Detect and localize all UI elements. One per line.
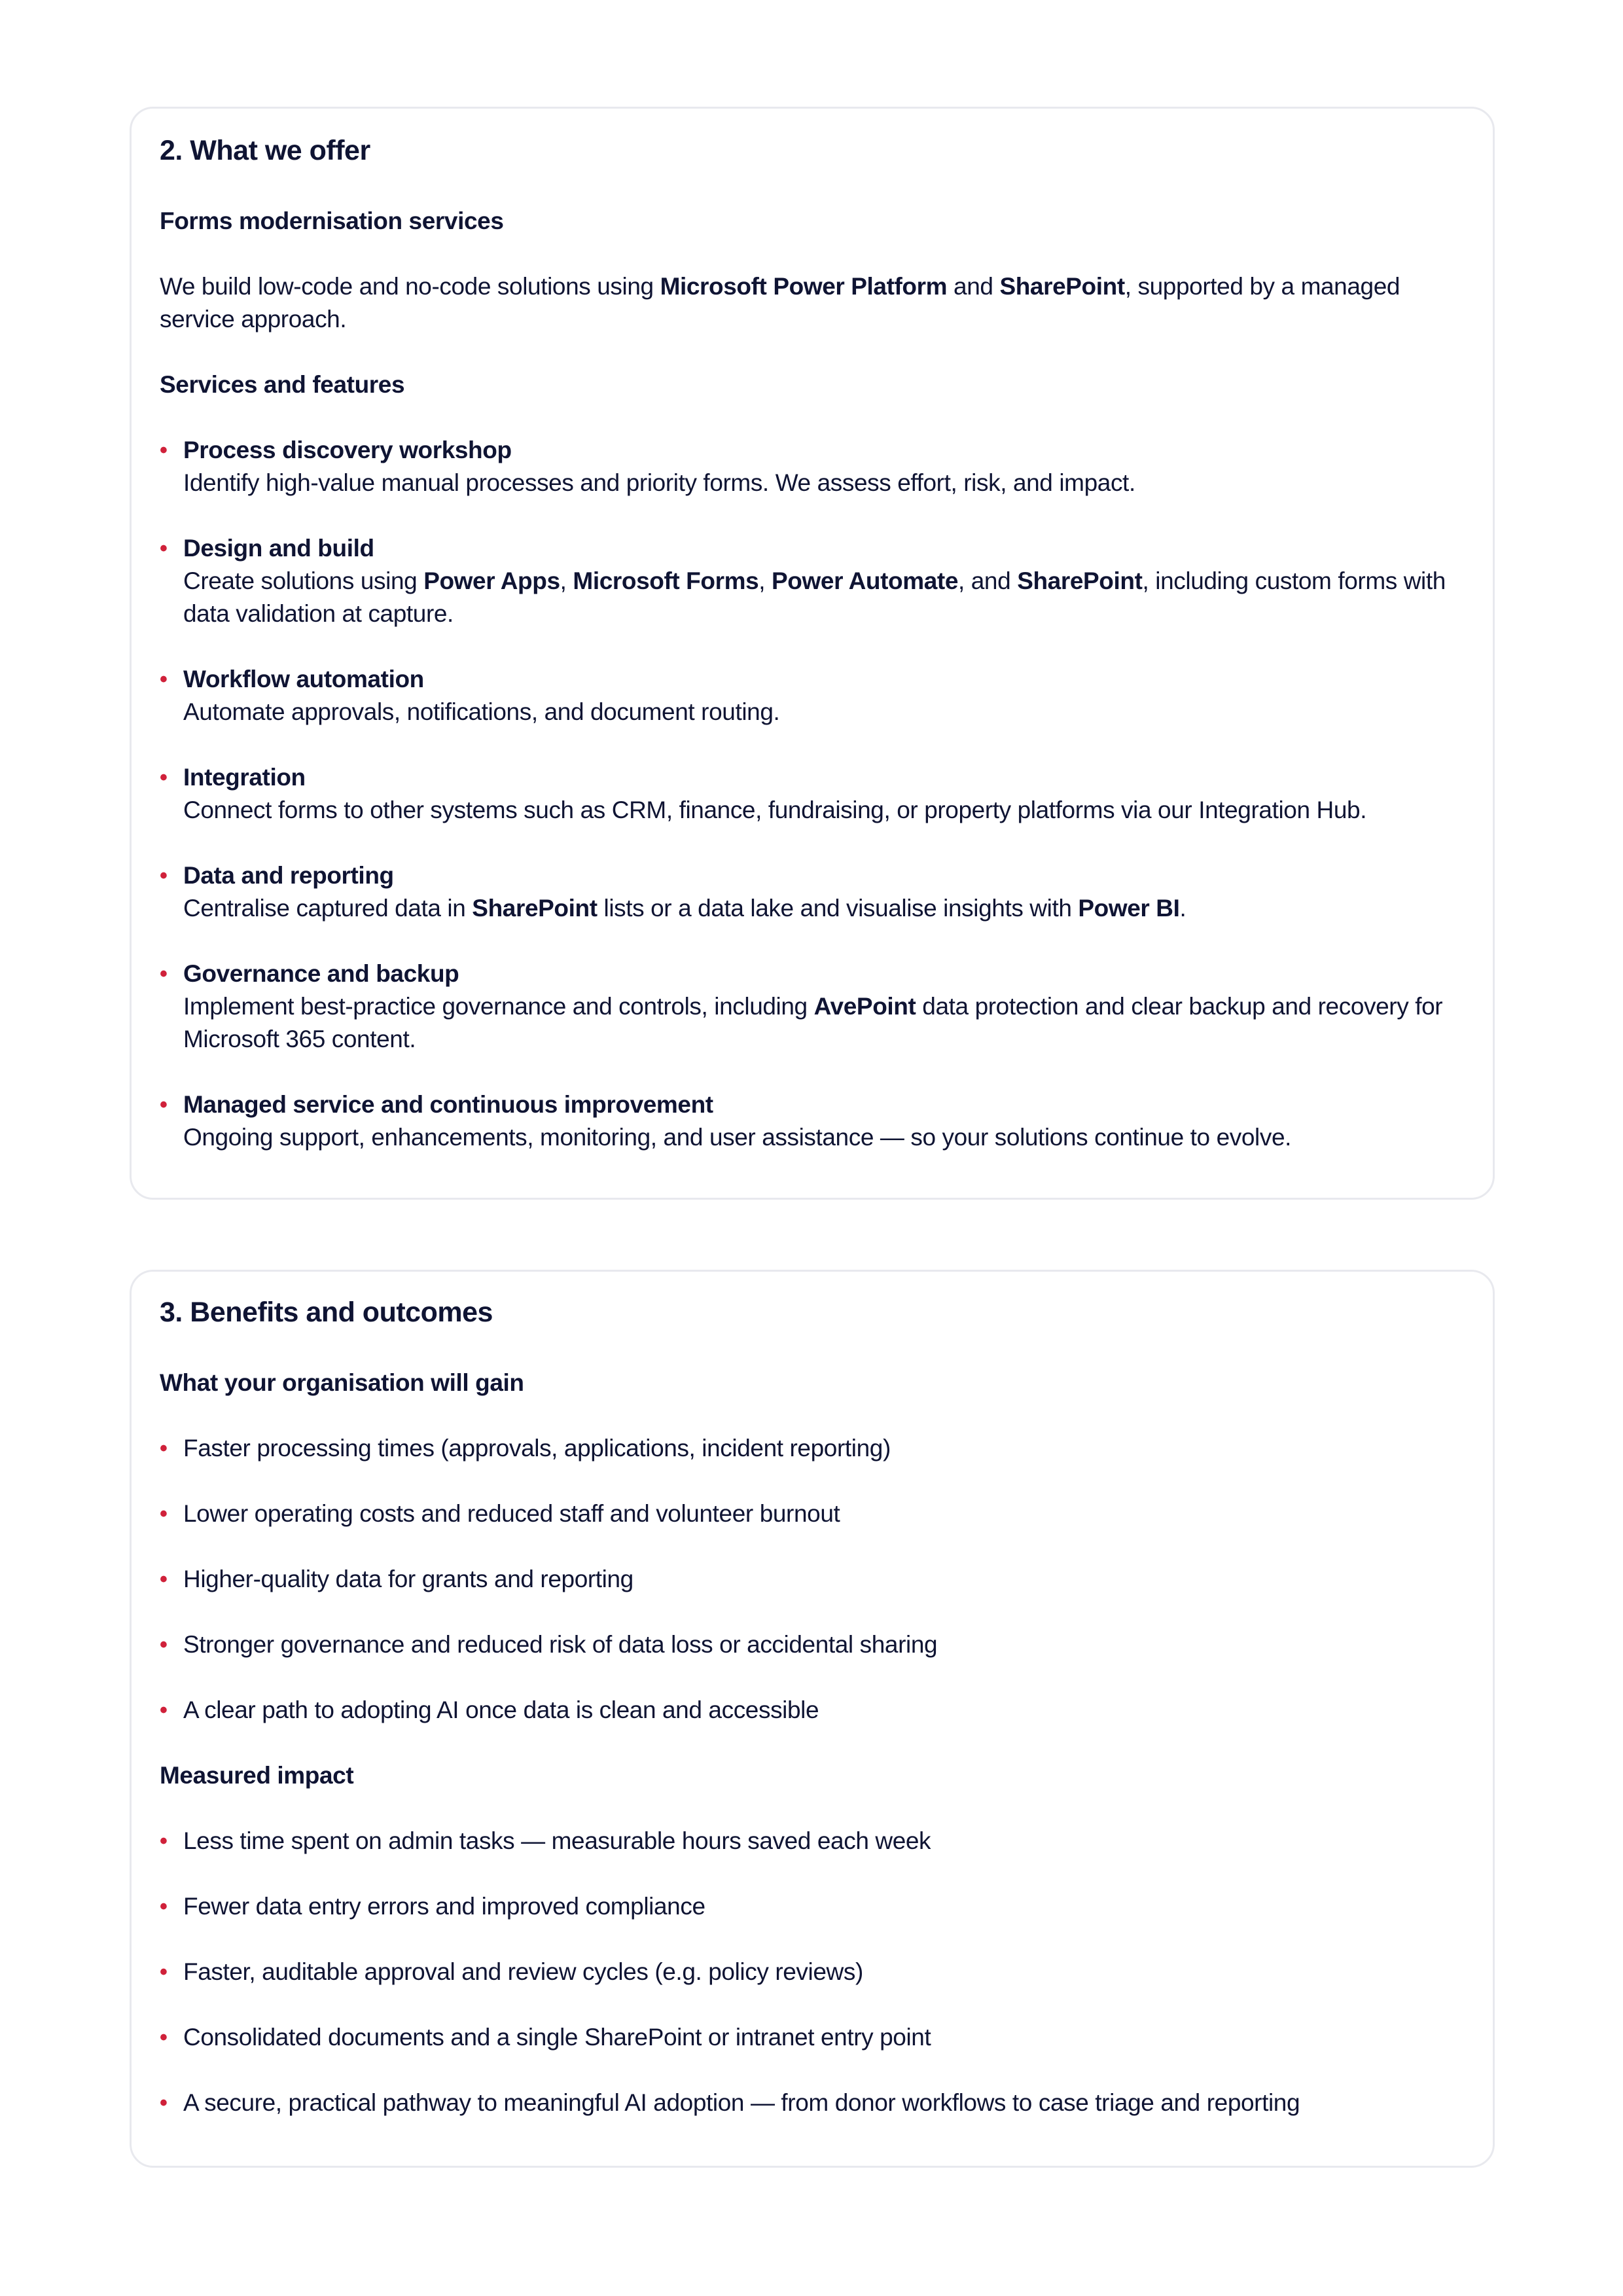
offer-intro-paragraph: We build low-code and no-code solutions using Microsoft Power Platform and SharePoint, supported by a managed service approach. bbox=[160, 273, 1400, 332]
service-item-workflow-automation bbox=[160, 663, 1469, 728]
impact-list-item: • Less time spent on admin tasks — measurable hours saved each week bbox=[160, 1825, 1469, 1857]
section-title-what-we-offer: 2. What we offer bbox=[160, 135, 370, 166]
service-item-title: Integration bbox=[183, 764, 306, 791]
bullet-dot-icon: • bbox=[160, 863, 168, 888]
service-item-integration bbox=[160, 761, 1469, 827]
service-item-title: Data and reporting bbox=[183, 862, 394, 889]
gain-list-item: • Stronger governance and reduced risk of data loss or accidental sharing bbox=[160, 1628, 1469, 1661]
impact-list-item: • A secure, practical pathway to meaningful AI adoption — from donor workflows to case triage and reporting bbox=[160, 2087, 1469, 2119]
impact-list-item: • Consolidated documents and a single SharePoint or intranet entry point bbox=[160, 2021, 1469, 2054]
service-item-governance-backup bbox=[160, 958, 1469, 1056]
bullet-dot-icon: • bbox=[160, 536, 168, 561]
bullet-dot-icon: • bbox=[160, 1698, 168, 1723]
section-title-benefits-outcomes: 3. Benefits and outcomes bbox=[160, 1297, 493, 1328]
service-item-data-reporting bbox=[160, 859, 1469, 925]
bullet-dot-icon: • bbox=[160, 2025, 168, 2050]
service-item-description: Ongoing support, enhancements, monitoring, and user assistance — so your solutions continue to evolve. bbox=[183, 1124, 1292, 1151]
subheading-services-features: Services and features bbox=[160, 371, 405, 398]
service-item-description: Automate approvals, notifications, and document routing. bbox=[183, 698, 780, 725]
service-item-process-discovery bbox=[160, 434, 1469, 499]
service-item-description: Centralise captured data in SharePoint lists or a data lake and visualise insights with Power BI. bbox=[183, 895, 1186, 922]
service-item-title: Managed service and continuous improvement bbox=[183, 1091, 713, 1118]
service-item-title: Workflow automation bbox=[183, 666, 424, 692]
bullet-dot-icon: • bbox=[160, 438, 168, 463]
bullet-dot-icon: • bbox=[160, 1829, 168, 1854]
service-item-description: Implement best-practice governance and controls, including AvePoint data protection and clear backup and recovery for Microsoft 365 content. bbox=[183, 993, 1443, 1052]
bullet-dot-icon: • bbox=[160, 1960, 168, 1984]
service-item-description: Create solutions using Power Apps, Microsoft Forms, Power Automate, and SharePoint, including custom forms with data validation at capture. bbox=[183, 567, 1446, 627]
bullet-dot-icon: • bbox=[160, 961, 168, 986]
bullet-dot-icon: • bbox=[160, 1436, 168, 1461]
bullet-dot-icon: • bbox=[160, 1092, 168, 1117]
gain-list-item: • A clear path to adopting AI once data is clean and accessible bbox=[160, 1694, 1469, 1727]
service-item-description: Identify high-value manual processes and priority forms. We assess effort, risk, and impact. bbox=[183, 469, 1135, 496]
bullet-dot-icon: • bbox=[160, 765, 168, 790]
gain-list-item: • Lower operating costs and reduced staff and volunteer burnout bbox=[160, 1498, 1469, 1530]
service-item-title: Design and build bbox=[183, 535, 374, 562]
bullet-dot-icon: • bbox=[160, 1632, 168, 1657]
subheading-what-you-gain: What your organisation will gain bbox=[160, 1369, 524, 1396]
bullet-dot-icon: • bbox=[160, 2090, 168, 2115]
subheading-measured-impact: Measured impact bbox=[160, 1762, 354, 1789]
bullet-dot-icon: • bbox=[160, 1501, 168, 1526]
service-item-title: Process discovery workshop bbox=[183, 437, 512, 463]
gain-list-item: • Faster processing times (approvals, applications, incident reporting) bbox=[160, 1432, 1469, 1465]
service-item-managed-service bbox=[160, 1088, 1469, 1154]
service-item-description: Connect forms to other systems such as CRM, finance, fundraising, or property platforms via our Integration Hub. bbox=[183, 797, 1367, 823]
impact-list-item: • Faster, auditable approval and review cycles (e.g. policy reviews) bbox=[160, 1956, 1469, 1988]
subheading-forms-modernisation: Forms modernisation services bbox=[160, 207, 504, 234]
gain-list-item: • Higher-quality data for grants and reporting bbox=[160, 1563, 1469, 1596]
bullet-dot-icon: • bbox=[160, 667, 168, 692]
impact-list-item: • Fewer data entry errors and improved compliance bbox=[160, 1890, 1469, 1923]
service-item-title: Governance and backup bbox=[183, 960, 459, 987]
bullet-dot-icon: • bbox=[160, 1894, 168, 1919]
service-item-design-build bbox=[160, 532, 1469, 630]
bullet-dot-icon: • bbox=[160, 1567, 168, 1592]
